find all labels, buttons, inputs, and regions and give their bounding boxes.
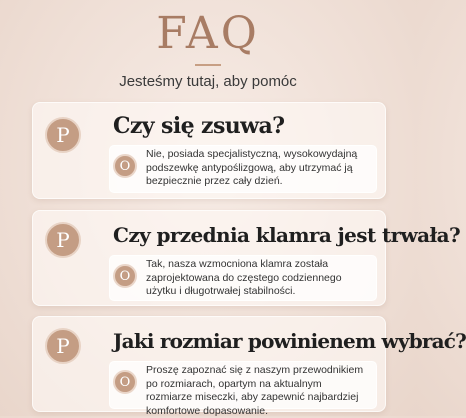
faq-question: Czy się zsuwa? (113, 113, 285, 139)
question-badge: P (45, 328, 81, 364)
answer-box (109, 145, 377, 193)
page-subtitle: Jesteśmy tutaj, aby pomóc (119, 73, 297, 90)
question-badge: P (45, 222, 81, 258)
answer-badge: O (113, 264, 137, 288)
answer-badge: O (113, 154, 137, 178)
faq-question: Czy przednia klamra jest trwała? (113, 223, 461, 247)
question-badge: P (45, 117, 81, 153)
answer-box (109, 255, 377, 301)
answer-box (109, 361, 377, 417)
faq-question: Jaki rozmiar powinienem wybrać? (113, 329, 466, 353)
faq-answer: Proszę zapoznać się z naszym przewodnikiem po rozmiarach, opartym na aktualnym rozmiarze miseczki, aby zapewnić najbardziej komfortowe dopasowanie. (146, 364, 364, 417)
faq-card (32, 316, 466, 417)
answer-badge: O (113, 370, 137, 394)
page-title: FAQ (156, 8, 260, 59)
title-divider (195, 64, 221, 66)
faq-answer: Nie, posiada specjalistyczną, wysokowydajną podszewkę antypoślizgową, aby utrzymać ją bezpiecznie przez cały dzień. (146, 148, 358, 187)
faq-card (32, 102, 386, 199)
faq-answer: Tak, nasza wzmocniona klamra została zaprojektowana do częstego codziennego użytku i długotrwałej stabilności. (146, 258, 342, 297)
faq-card (32, 210, 461, 306)
